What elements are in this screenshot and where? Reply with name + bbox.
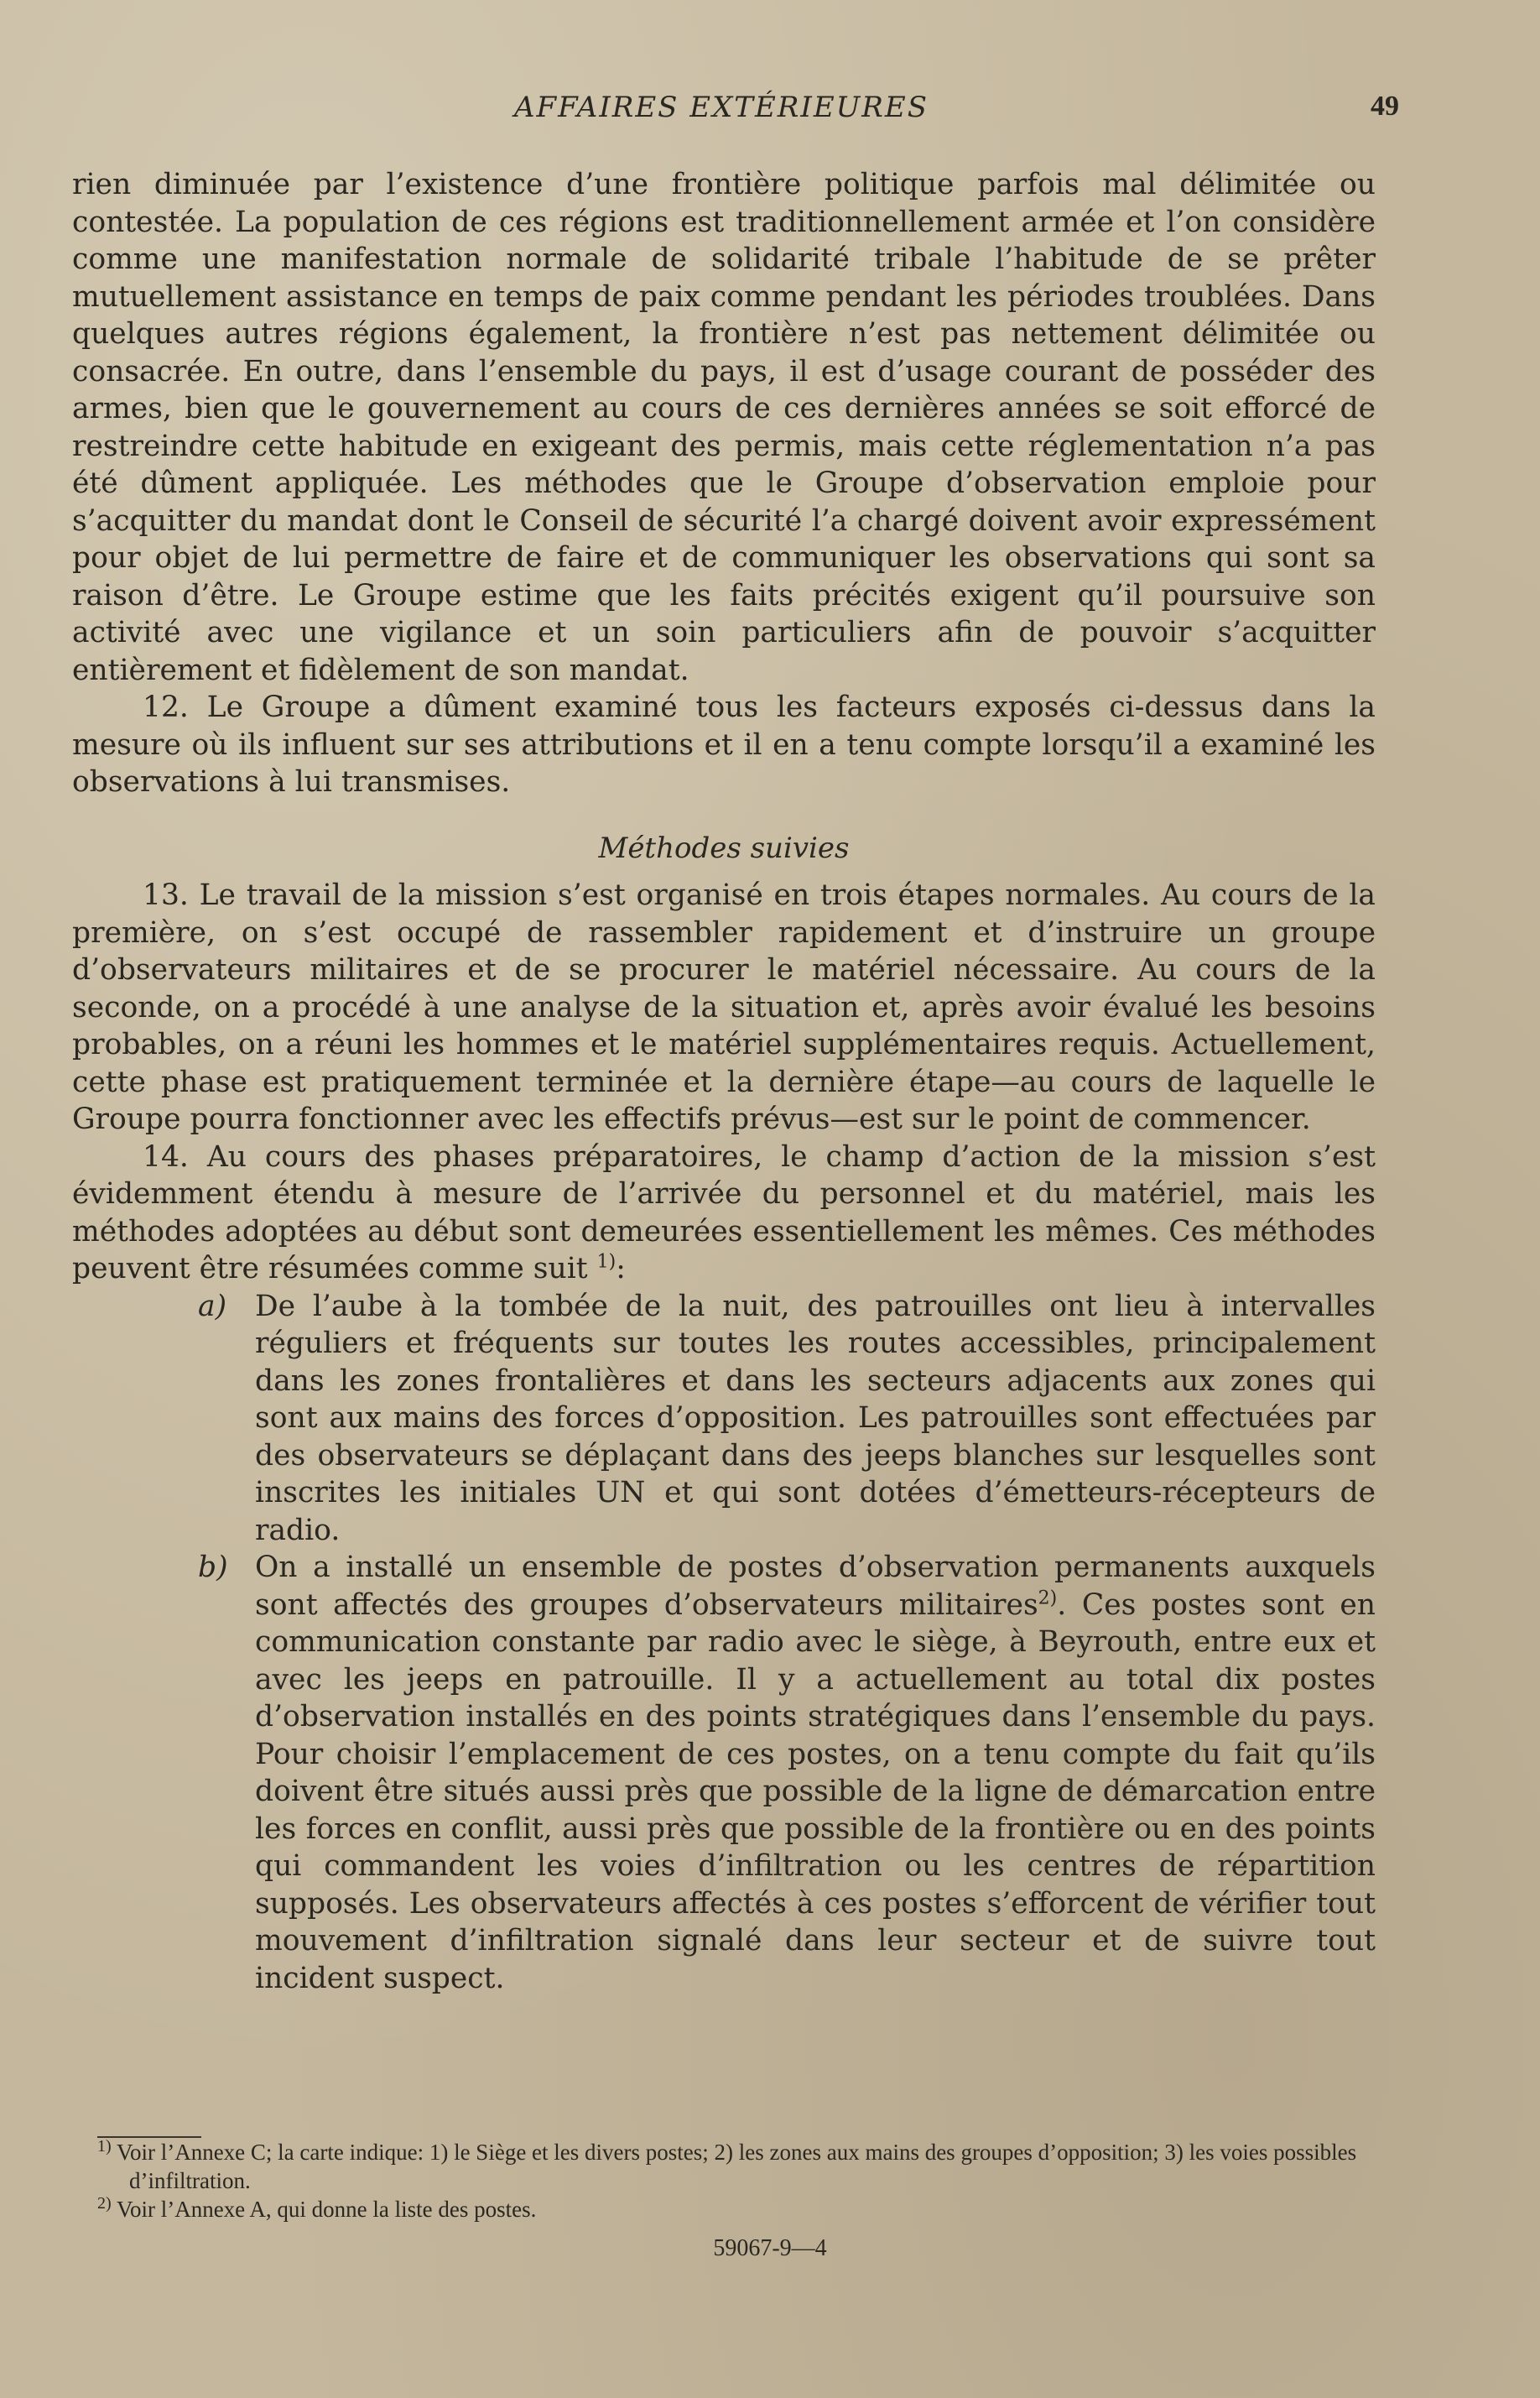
- list-item-text-part: On a installé un ensemble de postes d’observation permanents auxquels sont affectés des groupes d’observateurs militaires: [255, 1551, 1376, 1622]
- section-heading: Méthodes suivies: [598, 831, 850, 865]
- list-item-label: b): [198, 1551, 228, 1584]
- footnote-ref-2: 2): [1038, 1587, 1058, 1608]
- footnote-number: 2): [97, 2194, 112, 2213]
- page-number: 49: [1371, 91, 1399, 122]
- list-item-b: [198, 1549, 1376, 1997]
- list-item-label: a): [198, 1289, 227, 1323]
- print-code: 59067-9—4: [713, 2235, 827, 2261]
- footnote-text: Voir l’Annexe A, qui donne la liste des postes.: [116, 2197, 537, 2222]
- list-item-a: [198, 1288, 1376, 1550]
- page-header: [67, 91, 1399, 133]
- footnote-text: Voir l’Annexe C; la carte indique: 1) le Siège et les divers postes; 2) les zones aux mains des groupes d’opposition; 3) les voies possibles d’infiltration.: [116, 2140, 1357, 2193]
- running-title: AFFAIRES EXTÉRIEURES: [513, 91, 929, 124]
- list-item-text-part: . Ces postes sont en communication constante par radio avec le siège, à Beyrouth, entre eux et avec les jeeps en patrouille. Il y a actuellement au total dix postes d’observation installés en des points stratégiques dans l’ensemble du pays. Pour choisir l’emplacement de ces postes, on a tenu compte du fait qu’ils doivent être situés aussi près que possible de la ligne de démarcation entre les forces en conflit, aussi près que possible de la frontière ou en des points qui commandent les voies d’infiltration ou les centres de répartition supposés. Les observateurs affectés à ces postes s’efforcent de vérifier tout mouvement d’infiltration signalé dans leur secteur et de suivre tout incident suspect.: [255, 1587, 1376, 1995]
- body-text: [72, 166, 1376, 1997]
- footnote-2: [97, 2195, 1397, 2223]
- paragraph-14: [72, 1139, 1376, 1288]
- paragraph-14-text: 14. Au cours des phases préparatoires, le champ d’action de la mission s’est évidemment étendu à mesure de l’arrivée du personnel et du matériel, mais les méthodes adoptées au début sont demeurées essentiellement les mêmes. Ces méthodes peuvent être résumées comme suit: [72, 1139, 1376, 1285]
- footnote-number: 1): [97, 2137, 112, 2156]
- paragraph-14-end: :: [616, 1252, 626, 1285]
- list-item-text: [255, 1549, 1376, 1997]
- footnote-ref-1: 1): [596, 1251, 617, 1273]
- paragraph-12: 12. Le Groupe a dûment examiné tous les facteurs exposés ci-dessus dans la mesure où ils influent sur ses attributions et il en a tenu compte lorsqu’il a examiné les observations à lui transmises.: [72, 691, 1376, 799]
- paragraph-13: 13. Le travail de la mission s’est organisé en trois étapes normales. Au cours de la première, on s’est occupé de rassembler rapidement et d’instruire un groupe d’observateurs militaires et de se procurer le matériel nécessaire. Au cours de la seconde, on a procédé à une analyse de la situation et, après avoir évalué les besoins probables, on a réuni les hommes et le matériel supplémentaires requis. Actuellement, cette phase est pratiquement terminée et la dernière étape—au cours de laquelle le Groupe pourra fonctionner avec les effectifs prévus—est sur le point de commencer.: [72, 878, 1376, 1136]
- footnote-1: [97, 2138, 1397, 2195]
- paragraph-continued: rien diminuée par l’existence d’une frontière politique parfois mal délimitée ou contestée. La population de ces régions est traditionnellement armée et l’on considère comme une manifestation normale de solidarité tribale l’habitude de se prêter mutuellement assistance en temps de paix comme pendant les périodes troublées. Dans quelques autres régions également, la frontière n’est pas nettement délimitée ou consacrée. En outre, dans l’ensemble du pays, il est d’usage courant de posséder des armes, bien que le gouvernement au cours de ces dernières années se soit efforcé de restreindre cette habitude en exigeant des permis, mais cette réglementation n’a pas été dûment appliquée. Les méthodes que le Groupe d’observation emploie pour s’acquitter du mandat dont le Conseil de sécurité l’a chargé doivent avoir expressément pour objet de lui permettre de faire et de communiquer les observations qui sont sa raison d’être. Le Groupe estime que les faits précités exigent qu’il poursuive son activité avec une vigilance et un soin particuliers afin de pouvoir s’acquitter entièrement et fidèlement de son mandat.: [72, 168, 1376, 687]
- footnotes: [97, 2138, 1397, 2223]
- list-item-text: De l’aube à la tombée de la nuit, des patrouilles ont lieu à intervalles réguliers et fréquents sur toutes les routes accessibles, principalement dans les zones frontalières et dans les secteurs adjacents aux zones qui sont aux mains des forces d’opposition. Les patrouilles sont effectuées par des observateurs se déplaçant dans des jeeps blanches sur lesquelles sont inscrites les initiales UN et qui sont dotées d’émetteurs-récepteurs de radio.: [255, 1289, 1376, 1547]
